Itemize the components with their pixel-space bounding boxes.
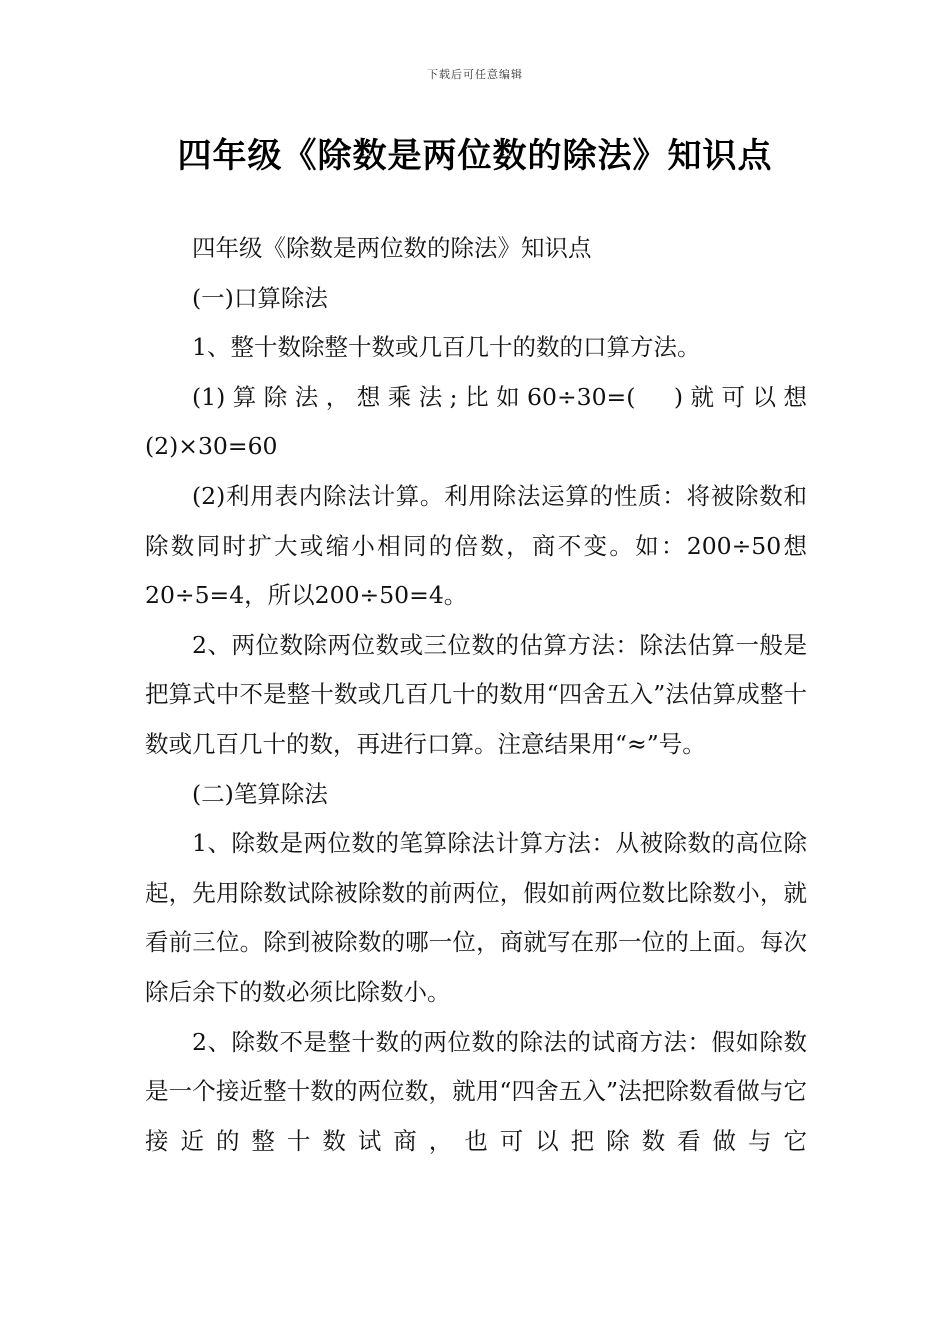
- document-title: 四年级《除数是两位数的除法》知识点: [177, 136, 773, 176]
- paragraph: 2、两位数除两位数或三位数的估算方法：除法估算一般是把算式中不是整十数或几百几十的数用“四舍五入”法估算成整十数或几百几十的数，再进行口算。注意结果用“≈”号。: [145, 630, 807, 758]
- paragraph-section-heading: (二)笔算除法: [192, 779, 328, 808]
- paragraph: (2)利用表内除法计算。利用除法运算的性质：将被除数和除数同时扩大或缩小相同的倍数，商不变。如：200÷50想20÷5=4，所以200÷50=4。: [145, 481, 807, 610]
- document-body: [145, 224, 807, 1166]
- paragraph-subtitle: 四年级《除数是两位数的除法》知识点: [192, 234, 592, 262]
- paragraph-section-heading: (一)口算除法: [192, 283, 328, 312]
- header-note: 下载后可任意编辑: [427, 68, 523, 81]
- paragraph: 1、除数是两位数的笔算除法计算方法：从被除数的高位除起，先用除数试除被除数的前两位，假如前两位数比除数小，就看前三位。除到被除数的哪一位，商就写在那一位的上面。每次除后余下的数必须比除数小。: [145, 829, 807, 1006]
- paragraph: (1)算除法，想乘法;比如60÷30=( )就可以想(2)×30=60: [145, 382, 807, 461]
- paragraph: 2、除数不是整十数的两位数的除法的试商方法：假如除数是一个接近整十数的两位数，就用“四舍五入”法把除数看做与它接近的整十数试商，也可以把除数看做与它: [145, 1027, 807, 1155]
- paragraph: 1、整十数除整十数或几百几十的数的口算方法。: [192, 333, 701, 362]
